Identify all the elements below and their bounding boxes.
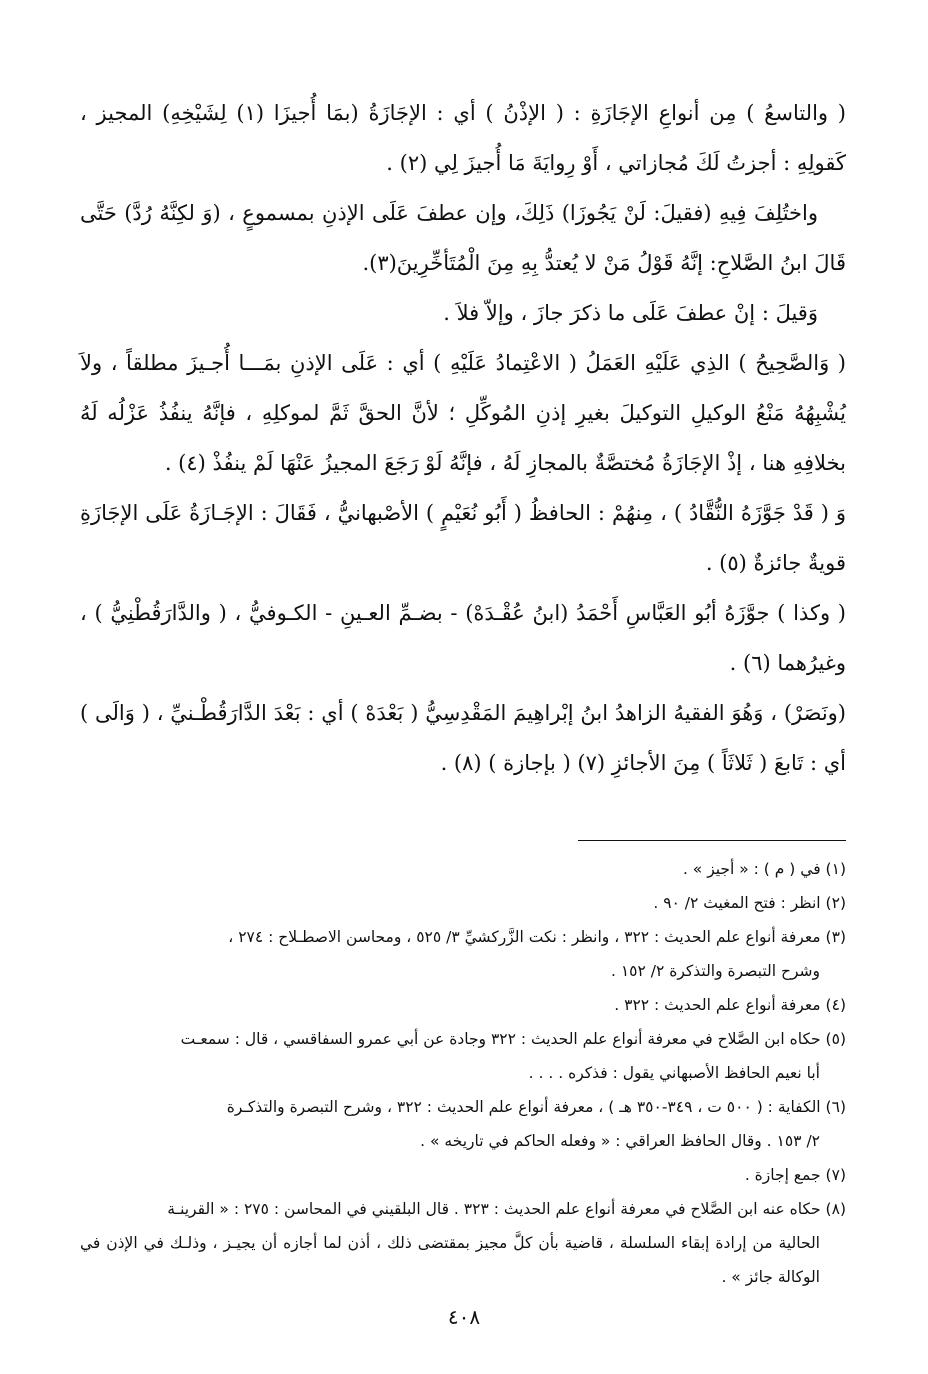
footnote-number: (٢) [825, 894, 846, 912]
footnote-number: (٨) [825, 1200, 846, 1218]
footnote-number: (٤) [825, 996, 846, 1014]
footnote-continuation: وشرح التبصرة والتذكرة ٢/ ١٥٢ . [610, 962, 820, 980]
footnote-text: حكاه ابن الصَّلاح في معرفة أنواع علم الحديث : ٣٢٢ وجادة عن أبي عمرو السفاقسي ، قال : سمعـت [180, 1030, 821, 1048]
footnote-continuation: ٢/ ١٥٣ . وقال الحافظ العراقي : « وفعله الحاكم في تاريخه » . [420, 1132, 820, 1150]
footnote-number: (٧) [825, 1166, 846, 1184]
page-number: ٤٠٨ [447, 1305, 481, 1329]
main-text-body [80, 88, 846, 788]
footnote-divider [578, 840, 846, 841]
paragraph-ninth-type: ( والتاسعُ ) مِن أنواعِ الإجَازَةِ : ( الإذْنُ ) أي : الإجَازَةُ (بمَا أُجيزَا (١) لِشَيْخِهِ) المجيز ، كَقولِهِ : أجزتُ لَكَ مُجازاتي ، أَوْ رِوايَةَ مَا أُجيزَ لِي (٢) . [80, 101, 846, 175]
footnote-text: جمع إجازة . [744, 1166, 821, 1184]
footnote-continuation: الحالية من إرادة إبقاء السلسلة ، قاضية بأن كلَّ مجيز بمقتضى ذلك ، أذن لما أجازه أن يجيـز ، وذلـك في الإذن في الوكالة جائز » . [80, 1234, 820, 1286]
footnote-text: معرفة أنواع علم الحديث : ٣٢٢ ، وانظر : نكت الزَّركشيِّ ٣/ ٥٢٥ ، ومحاسن الاصطـلاح : ٢٧٤ ، [228, 928, 821, 946]
footnote-item [80, 852, 846, 886]
paragraph-nasr: (ونَصَرْ) ، وَهُوَ الفقيهُ الزاهدُ ابنُ إبْراهِيمَ المَقْدِسِيُّ ( بَعْدَهْ ) أي : بَعْدَ الدَّارَقُطْـنيِّ ، ( وَالَى ) أي : تَابعَ ( ثَلاثَاً ) مِنَ الأجائزِ (٧) ( بإجازة ) (٨) . [80, 701, 846, 775]
paragraph-critics-permitted: وَ ( قَدْ جَوَّزَهُ النُّقَّادُ ) ، مِنهُمْ : الحافظُ ( أَبُو نُعَيْمٍ ) الأصْبهانيُّ ، فَقَالَ : الإجَـازَةُ عَلَى الإجَازَةِ قويةٌ جائزةٌ (٥) . [80, 501, 846, 575]
footnote-number: (٥) [825, 1030, 846, 1048]
footnote-text: في ( م ) : « أجيز » . [682, 860, 821, 878]
footnotes-section [80, 852, 846, 1294]
paragraph-correct-view: ( وَالصَّحِيحُ ) الذِي عَلَيْهِ العَمَلُ ( الاعْتِمادُ عَلَيْهِ ) أي : عَلَى الإذنِ بمَـــا أُجـيزَ مطلقاً ، ولاَ يُشْبِهُهُ مَنْعُ الوكيلِ التوكيلَ بغيرِ إذنِ المُوكِّلِ ؛ لأنَّ الحقَّ ثَمَّ لموكلِهِ ، فإنَّهُ ينفُذُ عَزْلُه لَهُ بخلافِهِ هنا ، إذْ الإجَازَةُ مُختصَّةٌ بالمجازِ لَهُ ، فإنَّهُ لَوْ رَجَعَ المجيزُ عَنْهَا لَمْ ينفُذْ (٤) . [80, 351, 846, 475]
paragraph-alternative-opinion: وَقيلَ : إنْ عطفَ عَلَى ما ذكرَ جازَ ، وإلاّ فلاَ . [443, 301, 818, 325]
footnote-item [80, 988, 846, 1022]
footnote-item [80, 1090, 846, 1124]
footnote-item [80, 1022, 846, 1056]
footnote-item [80, 1192, 846, 1226]
paragraph-disagreement: واختُلِفَ فِيهِ (فقيلَ: لَنْ يَجُوزَا) ذَلِكَ، وإن عطفَ عَلَى الإذنِ بمسموعٍ ، (وَ لكِنَّهُ رُدَّ) حَتَّى قَالَ ابنُ الصَّلاحِ: إنَّهُ قَوْلُ مَنْ لا يُعتدُّ بِهِ مِنَ الْمُتَأخِّرِينَ(٣). [80, 201, 846, 275]
footnote-item [80, 1158, 846, 1192]
paragraph-ibn-uqda: ( وكذا ) جوَّزَهُ أبُو العَبَّاسِ أَحْمَدُ (ابنُ عُقْـدَهْ) - بضـمِّ العـينِ - الكـوفيُّ ، ( والدَّارَقُطْنِيُّ ) ، وغيرُهما (٦) . [80, 601, 846, 675]
footnote-text: انظر : فتح المغيث ٢/ ٩٠ . [653, 894, 821, 912]
footnote-text: الكفاية : ( ٥٠٠ ت ، ٣٤٩-٣٥٠ هـ ) ، معرفة أنواع علم الحديث : ٣٢٢ ، وشرح التبصرة والتذكـرة [226, 1098, 821, 1116]
footnote-number: (٣) [825, 928, 846, 946]
footnote-item [80, 886, 846, 920]
footnote-number: (٦) [825, 1098, 846, 1116]
footnote-text: حكاه عنه ابن الصَّلاح في معرفة أنواع علم الحديث : ٣٢٣ . قال البلقيني في المحاسن : ٢٧٥ : « القرينـة [167, 1200, 821, 1218]
footnote-continuation: أبا نعيم الحافظ الأصبهاني يقول : فذكره . . . . [528, 1064, 820, 1082]
footnote-text: معرفة أنواع علم الحديث : ٣٢٢ . [614, 996, 821, 1014]
footnote-number: (١) [825, 860, 846, 878]
footnote-item [80, 920, 846, 954]
